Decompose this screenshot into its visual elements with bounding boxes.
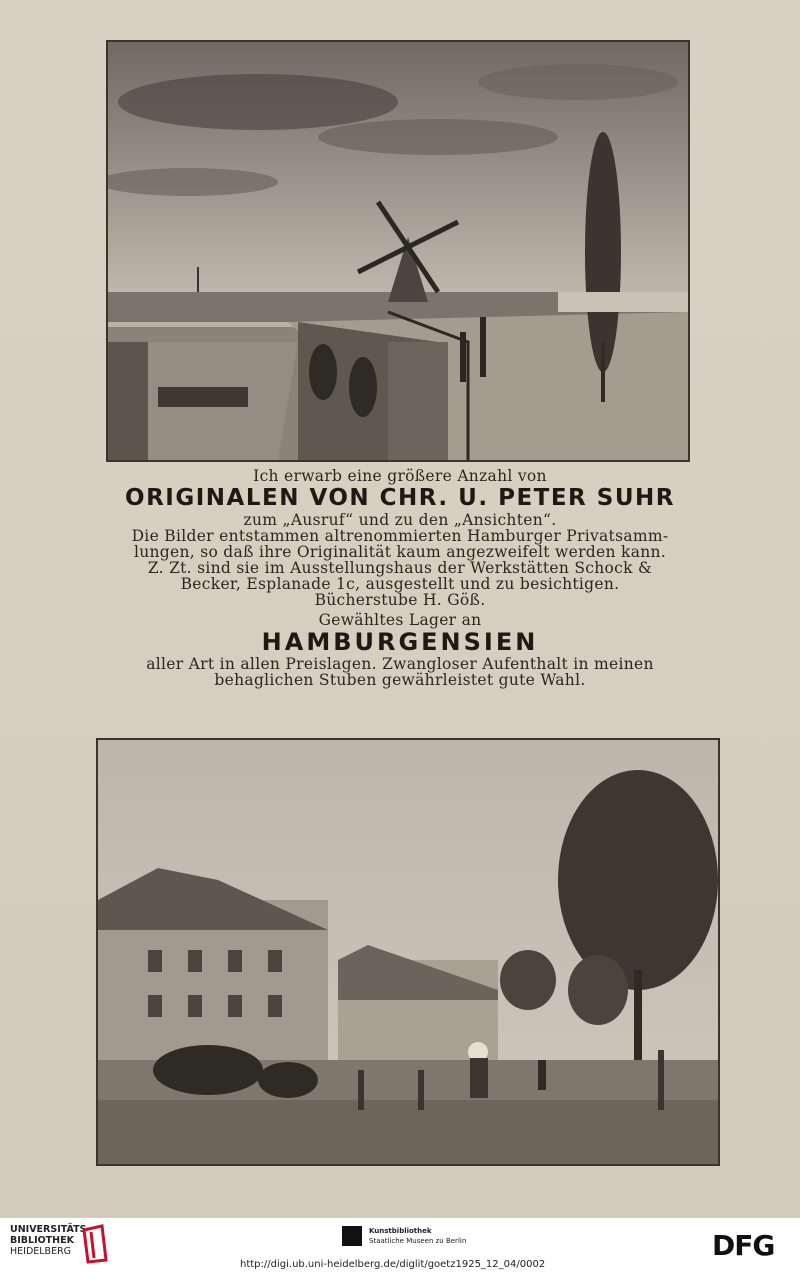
text-line: lungen, so daß ihre Originalität kaum angezweifelt werden kann. <box>133 543 667 561</box>
source-url[interactable]: http://digi.ub.uni-heidelberg.de/diglit/goetz1925_12_04/0002 <box>240 1259 546 1270</box>
text-line: Gewähltes Lager an <box>318 611 482 629</box>
text-line: behaglichen Stuben gewährleistet gute Wahl. <box>214 671 586 689</box>
esplanade-street-engraving <box>96 738 720 1166</box>
dfg-logo: DFG <box>712 1229 775 1262</box>
text-line: Bücherstube H. Göß. <box>314 591 486 609</box>
kb-name: Kunstbibliothek <box>369 1227 432 1235</box>
text-line: Die Bilder entstammen altrenommierten Hamburger Privatsamm- <box>131 527 669 545</box>
advertisement-text <box>100 468 700 688</box>
kb-subtitle: Staatliche Museen zu Berlin <box>369 1237 467 1245</box>
text-line: zum „Ausruf“ und zu den „Ansichten“. <box>243 511 557 529</box>
windmill-bridge-engraving <box>106 40 690 462</box>
text-line: Z. Zt. sind sie im Ausstellungshaus der Werkstätten Schock & <box>147 559 653 577</box>
ub-heidelberg-icon <box>80 1224 112 1264</box>
text-line: aller Art in allen Preislagen. Zwangloser Aufenthalt in meinen <box>146 655 654 673</box>
headline-hamburgensien: HAMBURGENSIEN <box>261 628 539 656</box>
text-line: Becker, Esplanade 1c, ausgestellt und zu besichtigen. <box>180 575 620 593</box>
kunstbibliothek-icon <box>342 1226 362 1246</box>
intro-line: Ich erwarb eine größere Anzahl von <box>253 467 547 485</box>
ub-heidelberg-logo: UNIVERSITÄTS- BIBLIOTHEK HEIDELBERG <box>10 1224 91 1257</box>
headline-originals: ORIGINALEN VON CHR. U. PETER SUHR <box>125 485 675 511</box>
